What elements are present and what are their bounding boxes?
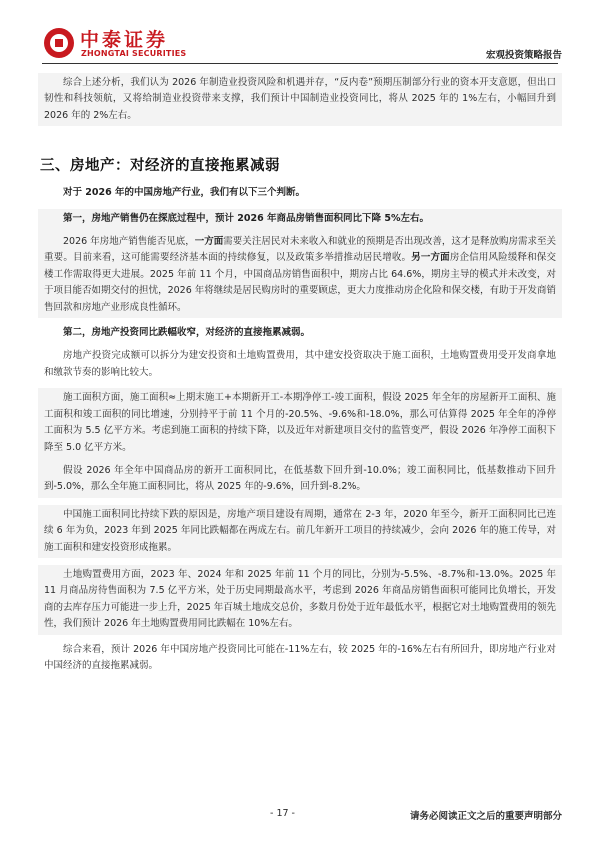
company-name-en: ZHONGTAI SECURITIES	[81, 49, 187, 58]
land-cost-paragraph: 土地购置费用方面，2023 年、2024 年和 2025 年前 11 个月的同比，分别为-5.5%、-8.7%和-13.0%。2025 年 11 月商品房待售面积为 7.5 亿平方米，处于历史同期最高水平，考虑到 2026 年商品房销售面积可能同比负增长，开发商的去库存压力可能进一步上升，2025 年百城土地成交总价，多数月份处于近年最低水平，根据它对土地购置费用的领先性，我们预计 2026 年土地购置费用同比跌幅在 10%左右。	[44, 568, 556, 630]
land-cost-box	[38, 565, 562, 635]
point-one-heading: 第一，房地产销售仍在探底过程中，预计 2026 年商品房销售面积同比下降 5%左右。	[63, 212, 429, 224]
company-name-cn: 中泰证券	[80, 29, 169, 51]
investment-split-paragraph: 房地产投资完成额可以拆分为建安投资和土地购置费用，其中建安投资取决于施工面积，土地购置费用受开发商拿地和缴款节奏的影响比较大。	[44, 350, 556, 378]
sales-paragraph	[44, 234, 556, 316]
intro-paragraph: 综合上述分析，我们认为 2026 年制造业投资风险和机遇并存，“反内卷”预期压制部分行业的资本开支意愿，但出口韧性和科技领航，又将给制造业投资带来支撑，我们预计中国制造业投资同比，将从 2025 年的 1%左右，小幅回升到 2026 年的 2%左右。	[44, 77, 556, 121]
sales-text-1: 2026 年房地产销售能否见底，	[63, 236, 195, 248]
construction-forecast-paragraph: 假设 2026 年全年中国商品房的新开工面积同比，在低基数下回升到-10.0%；竣工面积同比，低基数推动下回升到-5.0%，那么全年施工面积同比，将从 2025 年的-9.6%，回升到-8.2%。	[44, 464, 556, 493]
page-header	[0, 0, 596, 70]
construction-area-box	[38, 388, 562, 497]
sales-emphasis-1: 一方面	[194, 236, 224, 248]
header-divider	[42, 63, 558, 64]
disclaimer-note: 请务必阅读正文之后的重要声明部分	[409, 811, 562, 822]
point-two-heading: 第二，房地产投资同比跌幅收窄，对经济的直接拖累减弱。	[63, 327, 311, 339]
report-type: 宏观投资策略报告	[485, 50, 562, 61]
point-one-box	[38, 209, 562, 318]
intro-summary-box	[38, 73, 562, 126]
page-body	[40, 73, 556, 674]
construction-cycle-paragraph: 中国施工面积同比持续下跌的原因是，房地产项目建设有周期，通常在 2-3 年，2020 年至今，新开工面积同比已连续 6 年为负，2023 年到 2025 年同比跌幅都在两成左右。前几年新开工项目的持续减少，会向 2026 年的施工传导，对施工面积和建安投资形成拖累。	[44, 508, 556, 553]
sales-text-3: 房企信用风险缓释和保交楼工作需取得更大进展。2025 年前 11 个月，中国商品房销售面积中，期房占比 64.6%，期房主导的模式并未改变，对于项目能否如期交付的担忧，2026 年将继续是居民购房时的重要顾虑，更大力度推动房企化险和保交楼，有助于开发商销售回款和房地产业形成良性循环。	[44, 252, 556, 313]
sales-text-2: 需要关注居民对未来收入和就业的预期是否出现改善，这才是释放购房需求至关重要。目前来看，这可能需要经济基本面的持续修复，以及政策多举措推动居民增收。	[44, 236, 556, 264]
page-number: - 17 -	[270, 808, 295, 819]
sales-emphasis-2: 另一方面	[411, 252, 450, 264]
conclusion-paragraph: 综合来看，预计 2026 年中国房地产投资同比可能在-11%左右，较 2025 年的-16%左右有所回升，即房地产行业对中国经济的直接拖累减弱。	[44, 643, 556, 671]
company-logo-icon	[44, 28, 74, 58]
construction-cycle-box	[38, 505, 562, 558]
construction-area-paragraph: 施工面积方面，施工面积≈上期末施工+本期新开工-本期净停工-竣工面积，假设 2025 年全年的房屋新开工面积、施工面积和竣工面积的同比增速，分别持平于前 11 个月的-20.5%、-9.6%和-18.0%，那么可估算得 2025 年全年的净停工面积为 5.5 亿平方米。考虑到施工面积的持续下降，以及近年对新建项目交付的监管变严，假设 2026 年净停工面积下降至 5.0 亿平方米。	[44, 392, 556, 453]
section-lead: 对于 2026 年的中国房地产行业，我们有以下三个判断。	[63, 187, 306, 199]
section-title: 三、房地产：对经济的直接拖累减弱	[40, 158, 280, 175]
